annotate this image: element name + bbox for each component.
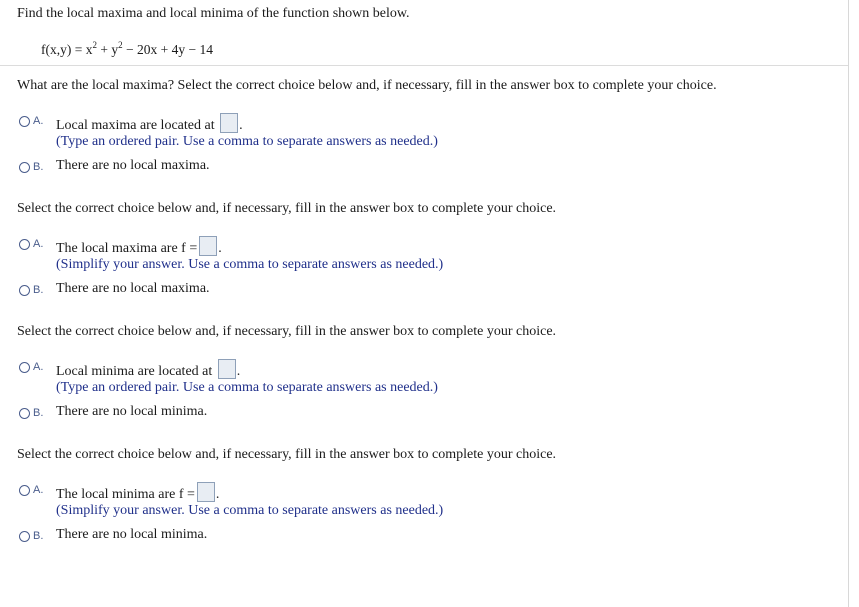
q2-answer-box[interactable] <box>199 236 217 256</box>
q1-option-b-letter: B. <box>33 161 44 173</box>
q1-option-a-text: Local maxima are located at <box>56 118 215 133</box>
q2-option-a-text: The local maxima are f = <box>56 241 198 256</box>
q4-option-b-letter: B. <box>33 530 44 542</box>
question-4-prompt: Select the correct choice below and, if necessary, fill in the answer box to complete your choice. <box>17 447 557 462</box>
q3-option-b-radio[interactable] <box>19 408 30 419</box>
divider <box>0 65 848 66</box>
q3-option-a-hint: (Type an ordered pair. Use a comma to separate answers as needed.) <box>56 380 438 395</box>
q3-option-b-text: There are no local minima. <box>56 404 208 419</box>
q3-option-b-letter: B. <box>33 407 44 419</box>
q1-option-b-text: There are no local maxima. <box>56 158 210 173</box>
q4-option-b-radio[interactable] <box>19 531 30 542</box>
q2-option-b-text: There are no local maxima. <box>56 281 210 296</box>
question-1-prompt: What are the local maxima? Select the correct choice below and, if necessary, fill in the answer box to complete your choice. <box>17 78 717 93</box>
q3-option-a-row <box>56 359 240 380</box>
q4-option-a-hint: (Simplify your answer. Use a comma to separate answers as needed.) <box>56 503 444 518</box>
q3-answer-box[interactable] <box>218 359 236 379</box>
frame-border <box>848 0 849 607</box>
question-2-prompt: Select the correct choice below and, if necessary, fill in the answer box to complete your choice. <box>17 201 557 216</box>
q2-option-a-letter: A. <box>33 238 44 250</box>
q1-option-b-radio[interactable] <box>19 162 30 173</box>
q3-answer-period: . <box>236 364 241 379</box>
problem-prompt: Find the local maxima and local minima of the function shown below. <box>17 6 410 21</box>
q2-option-a-hint: (Simplify your answer. Use a comma to separate answers as needed.) <box>56 257 444 272</box>
q4-option-a-radio[interactable] <box>19 485 30 496</box>
q3-option-a-text: Local minima are located at <box>56 364 213 379</box>
q1-option-a-radio[interactable] <box>19 116 30 127</box>
formula-lhs: f(x,y) = x <box>41 42 93 57</box>
q4-option-a-text: The local minima are f = <box>56 487 195 502</box>
q3-option-a-letter: A. <box>33 361 44 373</box>
q1-option-a-letter: A. <box>33 115 44 127</box>
q1-option-a-hint: (Type an ordered pair. Use a comma to separate answers as needed.) <box>56 134 438 149</box>
q2-option-b-letter: B. <box>33 284 44 296</box>
q3-option-a-radio[interactable] <box>19 362 30 373</box>
function-formula <box>41 42 213 58</box>
formula-mid: + y <box>96 42 119 57</box>
q1-answer-period: . <box>239 118 243 133</box>
q4-option-a-letter: A. <box>33 484 44 496</box>
question-3-prompt: Select the correct choice below and, if necessary, fill in the answer box to complete your choice. <box>17 324 557 339</box>
q2-option-a-row <box>56 236 222 257</box>
q2-option-b-radio[interactable] <box>19 285 30 296</box>
q4-option-b-text: There are no local minima. <box>56 527 208 542</box>
formula-exponent-y: 2 <box>118 40 123 50</box>
formula-rhs: − 20x + 4y − 14 <box>122 42 213 57</box>
q1-answer-box[interactable] <box>220 113 238 133</box>
q2-answer-period: . <box>218 241 222 256</box>
q1-option-a-row <box>56 113 243 134</box>
formula-exponent-x: 2 <box>92 40 97 50</box>
q4-option-a-row <box>56 482 219 503</box>
q4-answer-period: . <box>215 487 220 502</box>
q2-option-a-radio[interactable] <box>19 239 30 250</box>
q4-answer-box[interactable] <box>197 482 215 502</box>
